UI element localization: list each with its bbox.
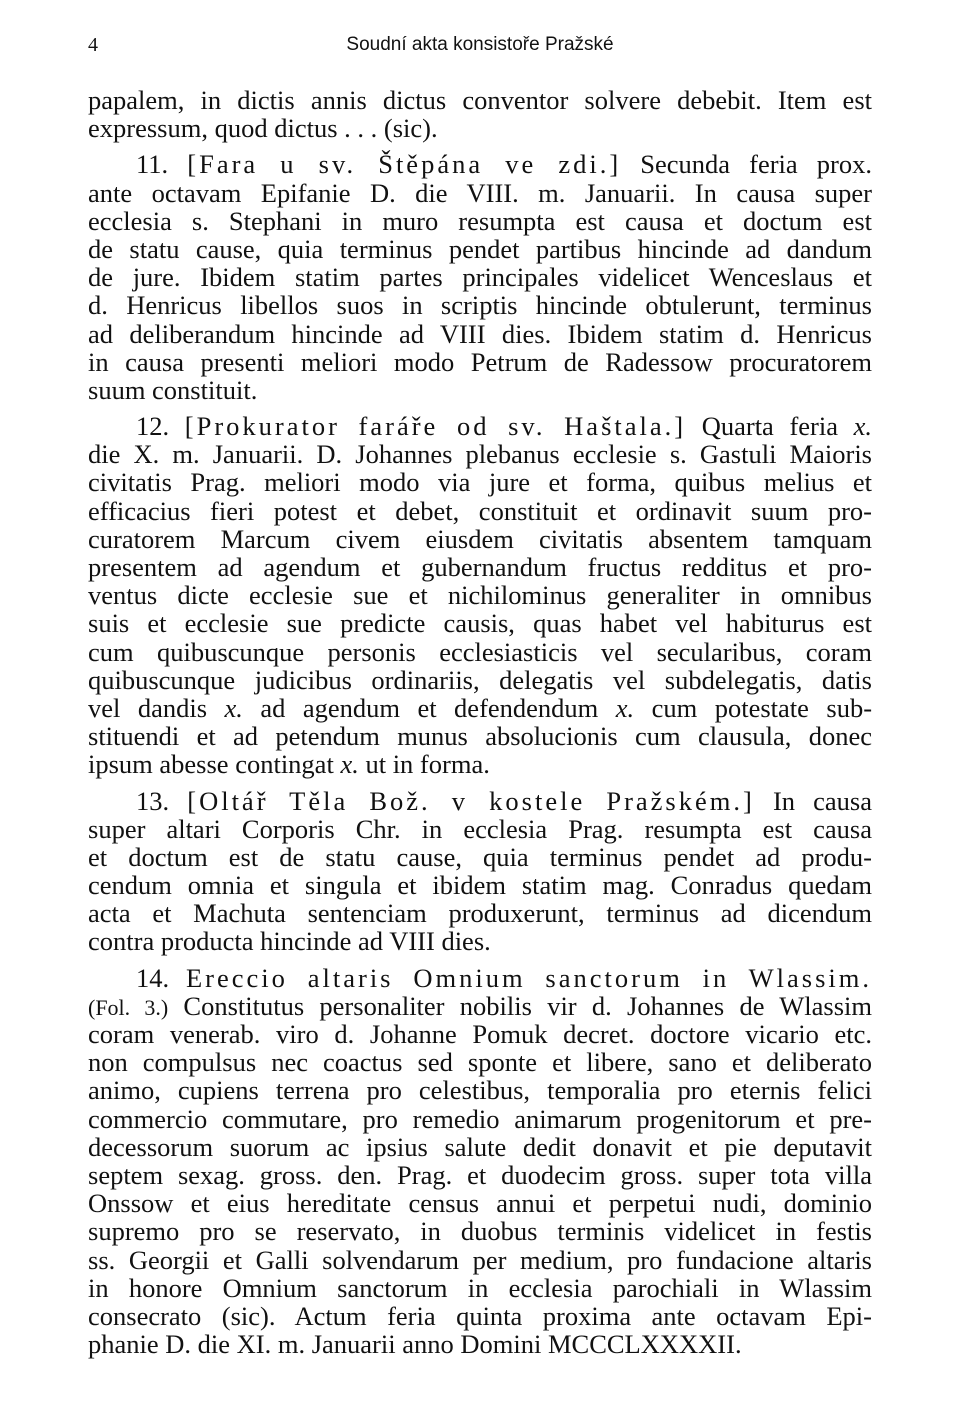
text-line	[88, 1189, 872, 1217]
text-run: coram venerab. viro d. Johanne Pomuk decret. doctore vicario etc.	[88, 1019, 872, 1049]
text-line	[88, 638, 872, 666]
text-line	[88, 609, 872, 637]
text-line	[88, 992, 872, 1020]
text-run: ad deliberandum hincinde ad VIII dies. Ibidem statim d. Henricus	[88, 318, 872, 349]
text-run: consecrato (sic). Actum feria quinta proxima ante octavam Epi-	[88, 1300, 872, 1331]
text-run: expressum, quod dictus . . . (sic).	[88, 113, 438, 144]
text-run: de jure. Ibidem statim partes principales videlicet Wenceslaus et	[88, 262, 872, 293]
paragraph	[88, 964, 872, 1359]
text-run: Onssow et eius hereditate census annui et perpetui nudi, dominio	[88, 1188, 872, 1219]
text-run: die X. m. Januarii. D. Johannes plebanus ecclesie s. Gastuli Maioris	[88, 439, 872, 470]
text-run: d. Henricus libellos suos in scriptis hincinde obtulerunt, terminus	[88, 290, 872, 321]
text-line	[88, 263, 872, 291]
text-run: animo, cupiens terrena pro celestibus, temporalia pro eternis felici	[88, 1075, 872, 1106]
paragraph	[88, 150, 872, 404]
text-run: presentem ad agendum et gubernandum fructus redditus et pro-	[88, 552, 872, 582]
text-run: 11.	[136, 149, 188, 180]
text-run: 12.	[136, 411, 185, 442]
text-run: In causa	[754, 785, 872, 816]
text-line	[88, 927, 872, 955]
text-line	[88, 114, 872, 142]
text-run: Constitutus personaliter nobilis vir d. Johannes de Wlassim	[168, 990, 872, 1021]
text-run: decessorum suorum ac ipsius salute dedit donavit et pie deputavit	[88, 1131, 872, 1162]
etc-mark: x.	[615, 692, 635, 723]
text-run: commercio commutare, pro remedio animarum progenitorum et pre-	[88, 1103, 872, 1134]
text-run: non compulsus nec coactus sed sponte et libere, sano et deliberato	[88, 1047, 872, 1078]
text-run: ipsum abesse contingat	[88, 749, 341, 780]
text-run: ss. Georgii et Galli solvendarum per medium, pro fundacione altaris	[88, 1244, 872, 1275]
text-line	[88, 1217, 872, 1245]
text-run: vel dandis	[88, 692, 225, 723]
text-line	[88, 964, 872, 992]
etc-mark: x.	[224, 692, 243, 723]
text-line	[88, 468, 872, 496]
text-run: contra producta hincinde ad VIII dies.	[88, 926, 491, 957]
text-run: Quarta feria	[686, 411, 854, 442]
text-run: ad agendum et defendendum	[242, 692, 616, 723]
folio-reference: (Fol. 3.)	[88, 994, 169, 1020]
page-header	[88, 30, 872, 60]
text-run: phanie D. die XI. m. Januarii anno Domini MCCCLXXXXII.	[88, 1329, 742, 1360]
text-line	[88, 1161, 872, 1189]
text-line	[88, 553, 872, 581]
etc-mark: x.	[340, 749, 359, 780]
section-heading: [Oltář Těla Bož. v kostele Pražském.]	[187, 785, 755, 816]
text-run: suum constituit.	[88, 374, 258, 405]
text-line	[88, 291, 872, 319]
text-run: suis et ecclesie sue predicte causis, quas habet vel habiturus est	[88, 608, 872, 639]
text-line	[88, 666, 872, 694]
text-line	[88, 1020, 872, 1048]
text-run: efficacius fieri potest et debet, constituit et ordinavit suum pro-	[88, 495, 872, 526]
page-number: 4	[88, 34, 98, 56]
text-line	[88, 815, 872, 843]
text-line	[88, 86, 872, 114]
text-run: cendum omnia et singula et ibidem statim mag. Conradus quedam	[88, 870, 872, 901]
text-run: ante octavam Epifanie D. die VIII. m. Januarii. In causa super	[88, 177, 872, 208]
text-line	[88, 179, 872, 207]
text-run: acta et Machuta sentenciam produxerunt, terminus ad dicendum	[88, 898, 872, 929]
text-run: papalem, in dictis annis dictus conventor solvere debebit. Item est	[88, 85, 872, 115]
text-line	[88, 525, 872, 553]
section-heading: [Prokurator faráře od sv. Haštala.]	[184, 411, 687, 442]
text-line	[88, 235, 872, 263]
text-line	[88, 150, 872, 178]
etc-mark: x.	[853, 411, 873, 442]
text-run: cum potestate sub-	[634, 692, 873, 723]
text-run: stituendi et ad petendum munus absolucionis cum clausula, donec	[88, 721, 872, 752]
text-line	[88, 843, 872, 871]
text-run: super altari Corporis Chr. in ecclesia Prag. resumpta est causa	[88, 813, 872, 844]
text-run: cum quibuscunque personis ecclesiasticis vel secularibus, coram	[88, 636, 872, 667]
text-line	[88, 1246, 872, 1274]
text-line	[88, 1133, 872, 1161]
text-run: in causa presenti meliori modo Petrum de Radessow procuratorem	[88, 346, 872, 377]
text-run: ventus dicte ecclesie sue et nichilominus generaliter in omnibus	[88, 580, 872, 611]
text-run: curatorem Marcum civem eiusdem civitatis absentem tamquam	[88, 523, 872, 554]
text-line	[88, 320, 872, 348]
text-run: quibuscunque judicibus ordinariis, delegatis vel subdelegatis, datis	[88, 664, 872, 695]
text-run: ecclesia s. Stephani in muro resumpta est causa et doctum est	[88, 205, 872, 236]
text-line	[88, 497, 872, 525]
text-line	[88, 1105, 872, 1133]
text-line	[88, 1076, 872, 1104]
text-run: civitatis Prag. meliori modo via jure et forma, quibus melius et	[88, 467, 872, 498]
text-line	[88, 1330, 872, 1358]
text-line	[88, 1048, 872, 1076]
text-run: ut in forma.	[358, 749, 490, 780]
text-line	[88, 207, 872, 235]
text-line	[88, 348, 872, 376]
text-line	[88, 787, 872, 815]
section-heading: Ereccio altaris Omnium sanctorum in Wlassim.	[185, 962, 872, 993]
text-line	[88, 440, 872, 468]
running-title: Soudní akta konsistoře Pražské	[346, 34, 614, 55]
text-run: septem sexag. gross. den. Prag. et duodecim gross. super tota villa	[88, 1159, 872, 1190]
text-run: Secunda feria prox.	[621, 149, 872, 180]
text-line	[88, 412, 872, 440]
text-line	[88, 750, 872, 778]
text-line	[88, 694, 872, 722]
text-run: de statu cause, quia terminus pendet partibus hincinde ad dandum	[88, 233, 872, 264]
text-run: 13.	[136, 785, 188, 816]
text-line	[88, 899, 872, 927]
paragraph	[88, 787, 872, 956]
text-line	[88, 581, 872, 609]
text-run: supremo pro se reservato, in duobus terminis videlicet in festis	[88, 1216, 872, 1247]
section-heading: [Fara u sv. Štěpána ve zdi.]	[187, 149, 622, 180]
text-line	[88, 376, 872, 404]
text-line	[88, 722, 872, 750]
text-line	[88, 1302, 872, 1330]
text-line	[88, 871, 872, 899]
text-run: et doctum est de statu cause, quia terminus pendet ad produ-	[88, 841, 872, 872]
paragraph	[88, 86, 872, 142]
text-line	[88, 1274, 872, 1302]
paragraph	[88, 412, 872, 778]
text-run: in honore Omnium sanctorum in ecclesia parochiali in Wlassim	[88, 1272, 872, 1303]
text-run: 14.	[136, 962, 186, 993]
body-text	[88, 86, 872, 1358]
